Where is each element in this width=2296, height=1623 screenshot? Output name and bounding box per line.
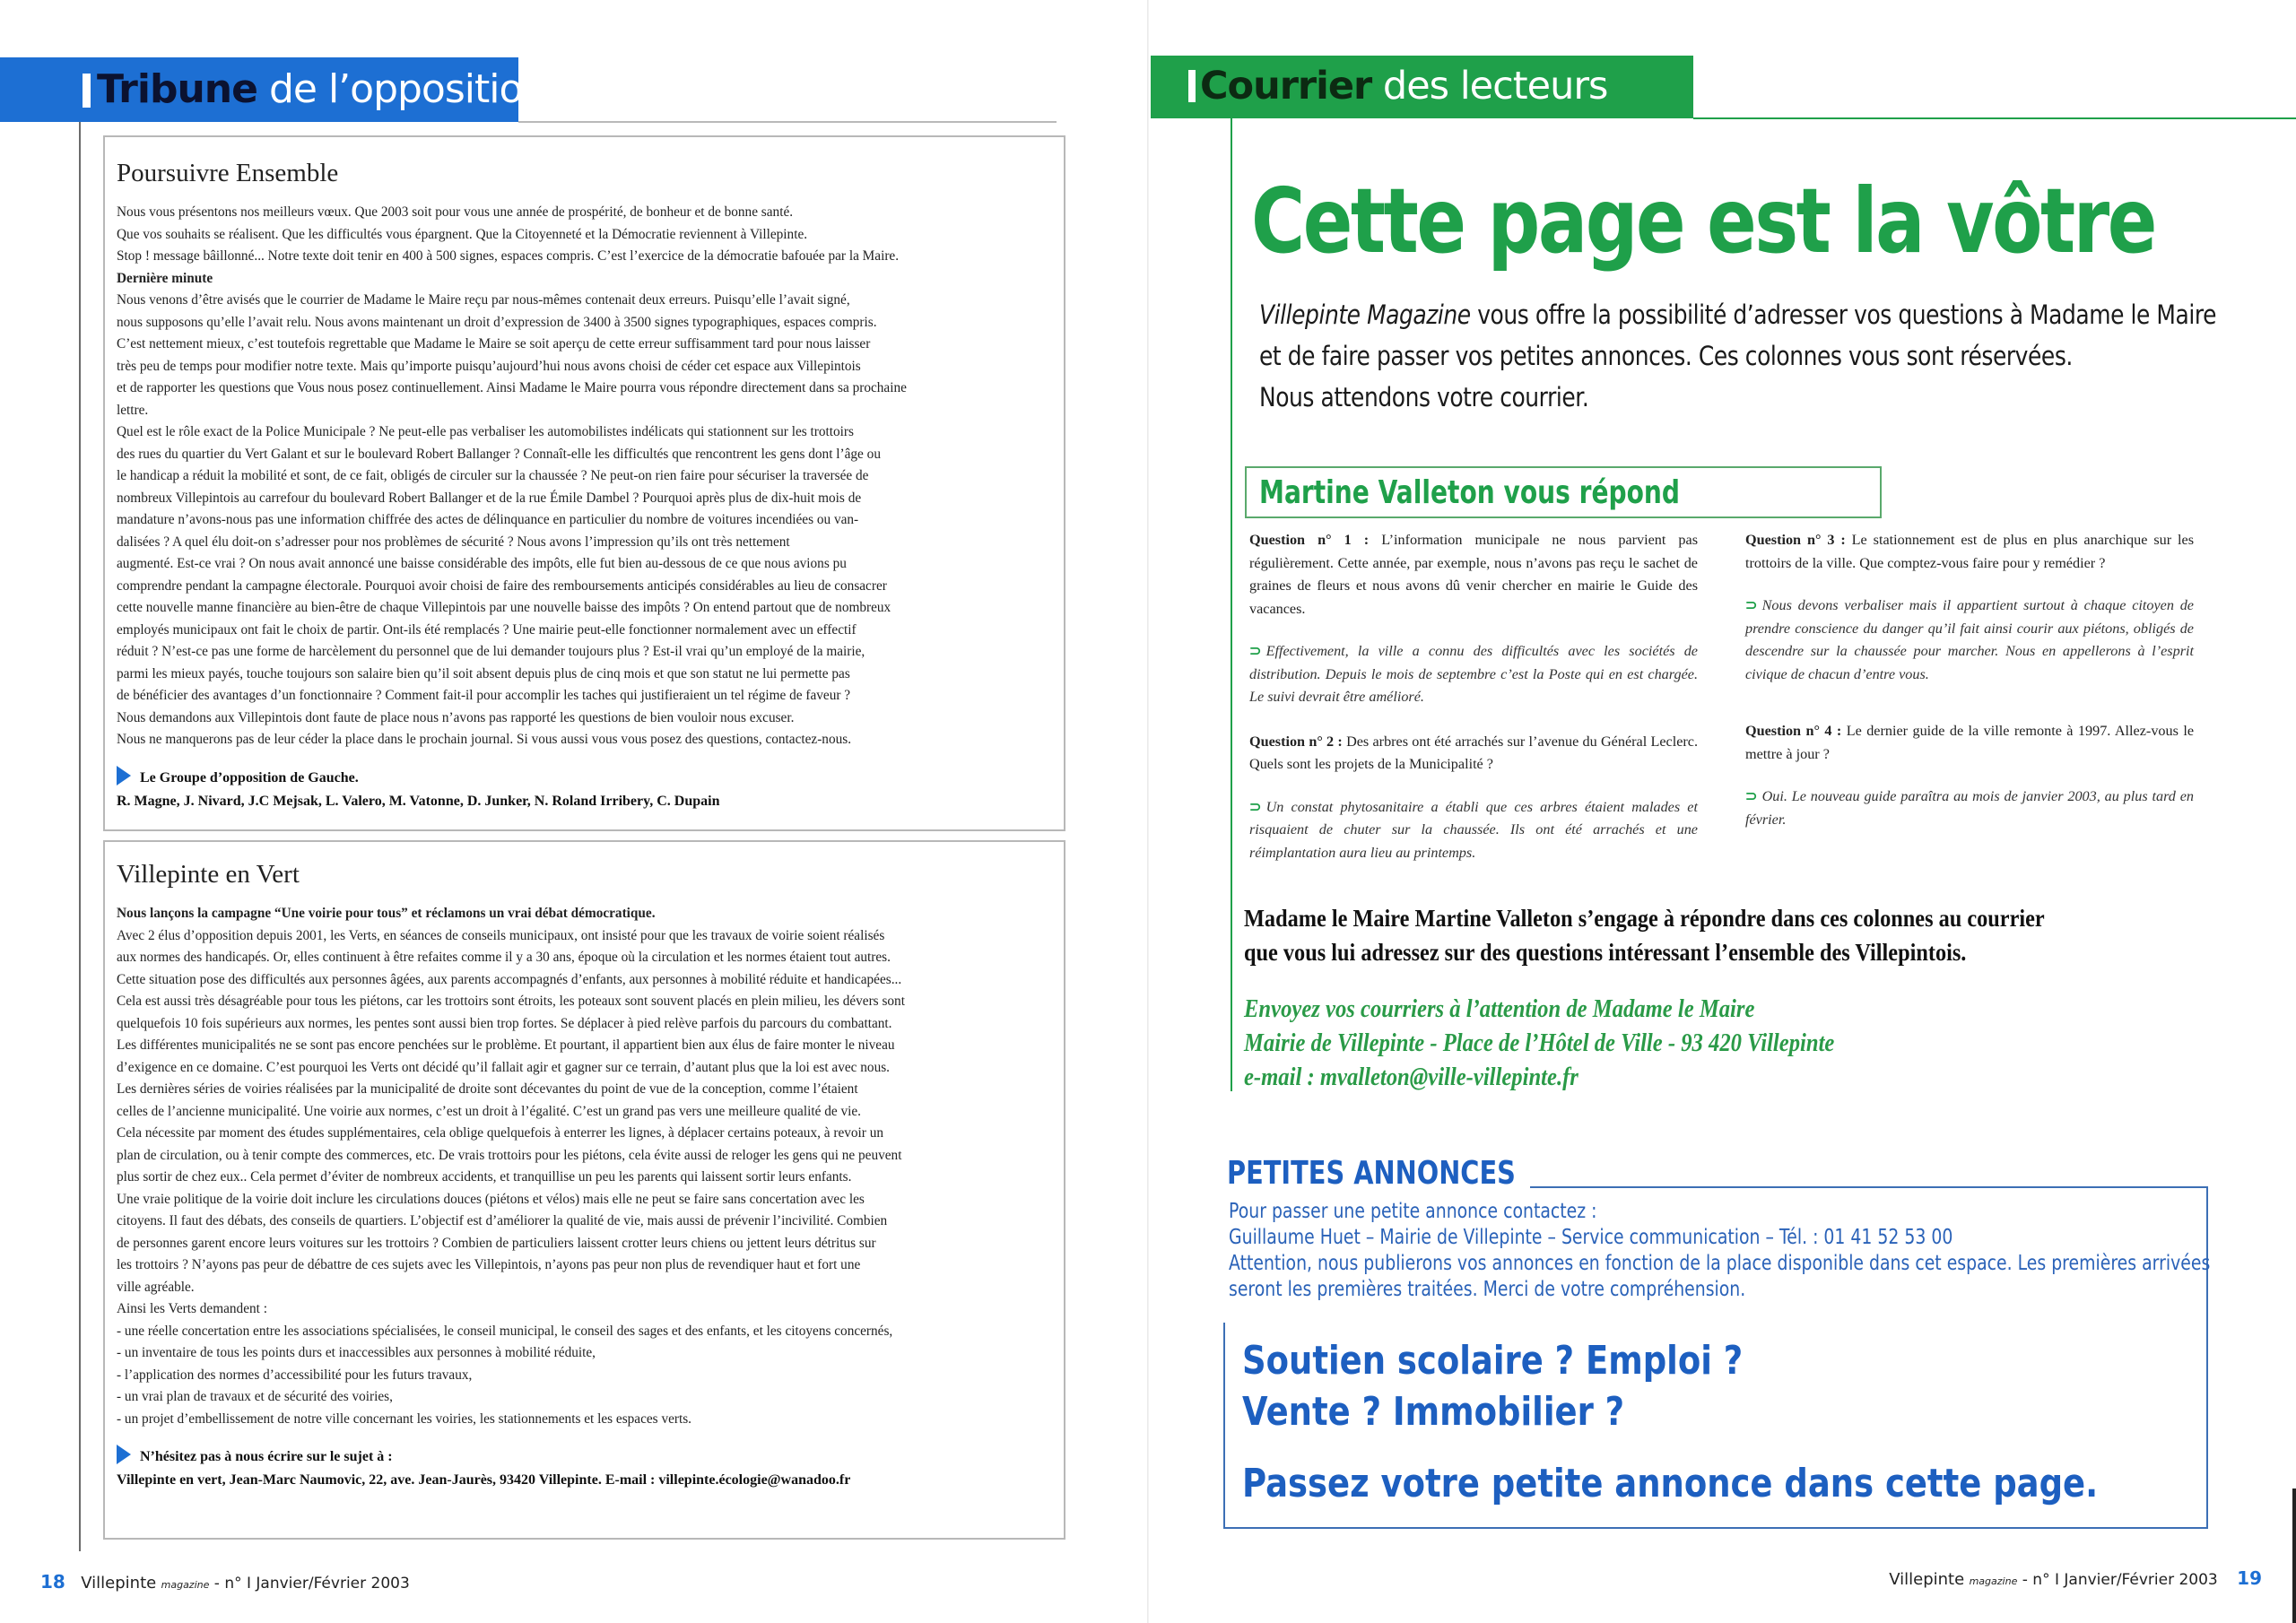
- text-line: Nous venons d’être avisés que le courrier de Madame le Maire reçu par nous-mêmes contenait deux erreurs. Puisqu’elle l’avait signé,: [117, 292, 850, 308]
- page-margin-rule: [1231, 118, 1232, 1091]
- promo-line: Vente ? Immobilier ?: [1242, 1389, 1625, 1435]
- text-line: parmi les mieux payés, touche toujours son salaire bien qu’il soit absent depuis plus de cinq mois et que son statut ne lui permette pas: [117, 665, 850, 681]
- mail-contact: [1244, 993, 1834, 1095]
- issue-info: - n° I Janvier/Février 2003: [2022, 1571, 2218, 1589]
- text-line: ville agréable.: [117, 1279, 195, 1295]
- list-item: - un inventaire de tous les points durs et inaccessibles aux personnes à mobilité réduite,: [117, 1345, 596, 1360]
- question: Question n° 2 : Des arbres ont été arrachés sur l’avenue du Général Leclerc. Quels sont les projets de la Municipalité ?: [1249, 733, 1699, 772]
- page-number: 19: [2237, 1567, 2262, 1589]
- text-line: Stop ! message bâillonné... Notre texte doit tenir en 400 à 500 signes, espaces compris. C’est l’exercice de la démocratie bafouée par la Maire.: [117, 248, 900, 264]
- question-label: Question n° 4 :: [1745, 723, 1842, 739]
- text-line: plus sortir de chez eux.. Cela permet d’éviter de nombreux accidents, et tranquillise un peu les parents qui laissent sortir leurs enfants.: [117, 1169, 852, 1185]
- list-item: - un vrai plan de travaux et de sécurité des voiries,: [117, 1389, 393, 1404]
- email-link[interactable]: e-mail : mvalleton@ville-villepinte.fr: [1244, 1063, 1578, 1091]
- intro-text: [1259, 294, 2217, 418]
- article-signature-group: Le Groupe d’opposition de Gauche.: [117, 766, 1053, 790]
- article-subheading: Dernière minute: [117, 270, 213, 286]
- banner-bar-decoration: [83, 74, 91, 108]
- text-line: d’exigence en ce domaine. C’est pourquoi les Verts ont décidé qu’il fallait agir et gagner sur ce terrain, d’autant plus que la loi est avec nous.: [117, 1059, 890, 1075]
- text-line: celles de l’ancienne municipalité. Une voirie aux normes, c’est un droit à l’égalité. C’est un grand pas vers une meilleure qualité de vie.: [117, 1103, 861, 1119]
- question-label: Question n° 1 :: [1249, 532, 1370, 548]
- text-line: des rues du quartier du Vert Galant et sur le boulevard Robert Ballanger ? Connaît-elle les difficultés que rencontrent les gens dont l’âge ou: [117, 446, 881, 462]
- list-item: - un projet d’embellissement de notre ville concernant les voiries, les stationnements et les espaces verts.: [117, 1410, 691, 1427]
- issue-info: - n° I Janvier/Février 2003: [213, 1575, 410, 1593]
- answer-arrow-icon: ⊃: [1249, 798, 1262, 815]
- text-line: Nous ne manquerons pas de leur céder la place dans le prochain journal. Si vous aussi vous vous posez des questions, contactez-nous.: [117, 732, 852, 747]
- folio-right: [1889, 1567, 2262, 1589]
- article-body: [117, 925, 1053, 1321]
- magazine-name: Villepinte: [81, 1574, 157, 1593]
- text-line: nous supposons qu’elle l’avait relu. Nous avons maintenant un droit d’expression de 3400 à 3500 signes typographiques, espaces compris.: [117, 314, 877, 330]
- text-line: le handicap a réduit la mobilité et sont, de ce fait, obligés de circuler sur la chaussée ? Ne peut-on rien faire pour sécuriser la traversée de: [117, 468, 869, 483]
- answer: ⊃ Nous devons verbaliser mais il appartient surtout à chaque citoyen de prendre conscience du danger qu’il fait ainsi courir aux piétons, obligés de descendre sur la chaussée pour marcher. Nous en appellerons à l’esprit civique de chacun d’entre vous.: [1745, 597, 2194, 682]
- promo-call-to-action: Passez votre petite annonce dans cette page.: [1242, 1461, 2099, 1506]
- question: Question n° 4 : Le dernier guide de la ville remonte à 1997. Allez-vous le mettre à jour ?: [1745, 723, 2194, 762]
- answer: ⊃ Un constat phytosanitaire a établi que ces arbres étaient malades et risquaient de chuter sur la chaussée. Ils ont été arrachés et une réimplantation aura lieu au printemps.: [1249, 798, 1698, 861]
- questions-column-left: [1249, 529, 1698, 886]
- reply-section-title: Martine Valleton vous répond: [1259, 474, 1680, 511]
- text-line: Ainsi les Verts demandent :: [117, 1301, 267, 1316]
- magazine-label: magazine: [1969, 1575, 2018, 1587]
- text-line: Pour passer une petite annonce contactez :: [1229, 1200, 1597, 1223]
- question-label: Question n° 2 :: [1249, 733, 1343, 750]
- text-line: réduit ? N’est-ce pas une forme de harcèlement du personnel que de lui demander toujours plus ? Est-il vrai qu’un employé de la mairie,: [117, 644, 865, 659]
- text-line: Quel est le rôle exact de la Police Municipale ? Ne peut-elle pas verbaliser les automobilistes indélicats qui stationnent sur les trottoirs: [117, 424, 854, 439]
- article-lead: Nous lançons la campagne “Une voirie pour tous” et réclamons un vrai débat démocratique.: [117, 906, 656, 921]
- article-title: Poursuivre Ensemble: [117, 159, 339, 187]
- petites-annonces-title: PETITES ANNONCES: [1227, 1155, 1516, 1192]
- text-line: mandature n’avons-nous pas une information chiffrée des actes de délinquance en particulier du nombre de voitures incendiées ou van-: [117, 512, 859, 527]
- text-line: cette nouvelle manne financière au bien-être de chaque Villepintois par une nouvelle baisse des impôts ? On entend partout que de nombreux: [117, 600, 891, 615]
- page-edge: [2292, 1488, 2296, 1623]
- article-villepinte-en-vert: [103, 840, 1065, 1540]
- text-line: Que vos souhaits se réalisent. Que les difficultés vous épargnent. Que la Citoyenneté et la Démocratie reviennent à Villepinte.: [117, 226, 808, 242]
- text-line: Envoyez vos courriers à l’attention de Madame le Maire: [1244, 995, 1755, 1023]
- text-line: Cela est aussi très désagréable pour tous les piétons, car les trottoirs sont étroits, les poteaux sont souvent placés en plein milieu, les dévers sont: [117, 994, 905, 1009]
- article-intro: [117, 202, 1053, 268]
- promo-line: Soutien scolaire ? Emploi ?: [1242, 1338, 1744, 1384]
- reply-section-header: [1245, 466, 1882, 518]
- list-item: - une réelle concertation entre les associations spécialisées, le conseil municipal, le conseil des sages et des enfants, et les citoyens concernés,: [117, 1323, 893, 1339]
- text-line: Attention, nous publierons vos annonces en fonction de la place disponible dans cet espace. Les premières arrivées: [1229, 1252, 2211, 1275]
- text-line: très peu de temps pour modifier notre texte. Mais qu’importe puisqu’aujourd’hui nous avons choisi de céder cet espace aux Villepintois: [117, 358, 861, 374]
- page-headline: Cette page est la vôtre: [1251, 169, 2155, 273]
- text-line: Nous demandons aux Villepintois dont faute de place nous n’avons pas rapporté les questions de bien vouloir nous excuser.: [117, 709, 795, 725]
- answer: ⊃ Effectivement, la ville a connu des difficultés avec les sociétés de distribution. Depuis le mois de septembre c’est la Poste qui en est chargée. Le suivi devrait être amélioré.: [1249, 643, 1698, 705]
- question: Question n° 1 : L’information municipale ne nous parvient pas régulièrement. Cette année, par exemple, nous n’avons pas reçu le sachet de graines de fleurs et nous avons dû venir chercher en mairie le Guide des vacances.: [1249, 532, 1699, 617]
- text-line: augmenté. Est-ce vrai ? On nous avait annoncé une baisse considérable des impôts, elle fut bien au-dessous de ce que nous avions pu: [117, 556, 847, 571]
- text-line: Nous vous présentons nos meilleurs vœux. Que 2003 soit pour vous une année de prospérité, de bonheur et de bonne santé.: [117, 204, 794, 220]
- list-item: - l’application des normes d’accessibilité pour les futurs travaux,: [117, 1367, 473, 1383]
- triangle-arrow-icon: [117, 766, 131, 785]
- question-block: [1745, 720, 2194, 831]
- text-line: seront les premières traitées. Merci de votre compréhension.: [1229, 1278, 1746, 1301]
- section-title: [1200, 61, 1607, 111]
- magazine-name: Villepinte: [1889, 1570, 1965, 1589]
- text-line: citoyens. Il faut des débats, des conseils de quartiers. L’objectif est d’améliorer la qualité de vie, mais aussi de prévenir l’incivilité. Combien: [117, 1213, 888, 1228]
- petites-annonces-info: [1229, 1199, 2210, 1303]
- section-title-bold: Courrier: [1200, 64, 1372, 108]
- spread-gutter: [1147, 0, 1149, 1623]
- section-title: [97, 65, 546, 115]
- text-line: plan de circulation, ou à tenir compte des commerces, etc. De vrais trottoirs pour les piétons, cela évite aussi de reloger les gens qui ne peuvent: [117, 1147, 902, 1163]
- page-number: 18: [40, 1571, 65, 1593]
- article-body: [117, 290, 1053, 751]
- text-line: et de rapporter les questions que Vous nous posez continuellement. Ainsi Madame le Maire pourra vous répondre directement dans sa prochaine: [117, 380, 907, 395]
- answer-arrow-icon: ⊃: [1745, 788, 1758, 804]
- text-line: lettre.: [117, 402, 149, 418]
- text-line: comprendre pendant la campagne électorale. Pourquoi avoir choisi de faire des remboursements anticipés considérables au lieu de consacrer: [117, 577, 887, 594]
- questions-column-right: [1745, 529, 2194, 853]
- question-block: [1745, 529, 2194, 686]
- text-line: que vous lui adressez sur des questions intéressant l’ensemble des Villepintois.: [1244, 939, 1967, 966]
- text-line: de bénéficier des avantages d’un fonctionnaire ? Comment fait-il pour accomplir les taches qui justifieraient un tel régime de faveur ?: [117, 688, 851, 703]
- question-block: [1249, 731, 1698, 865]
- text-line: Villepinte Magazine vous offre la possibilité d’adresser vos questions à Madame le Maire: [1259, 299, 2217, 330]
- text-line: dalisées ? A quel élu doit-on s’adresser pour nos problèmes de sécurité ? Nous avons l’impression qu’ils ont très nettement: [117, 534, 790, 550]
- text-line: Les différentes municipalités ne se sont pas encore penchées sur le problème. Et pourtant, il appartient bien aux élus de faire monter le niveau: [117, 1037, 895, 1053]
- section-banner-tribune: [0, 57, 547, 122]
- text-line: employés municipaux ont fait le choix de partir. Ont-ils été remplacés ? Une mairie peut-elle fonctionner normalement avec un effectif: [117, 621, 857, 638]
- answer-arrow-icon: ⊃: [1249, 643, 1262, 659]
- text-line: Madame le Maire Martine Valleton s’engage à répondre dans ces colonnes au courrier: [1244, 905, 2045, 932]
- text-line: de personnes garent encore leurs voitures sur les trottoirs ? Combien de particuliers laissent crotter leurs chiens ou jettent leurs détritus sur: [117, 1235, 876, 1251]
- triangle-arrow-icon: [117, 1445, 131, 1464]
- text-line: Avec 2 élus d’opposition depuis 2001, les Verts, en séances de conseils municipaux, ont insisté pour que les travaux de voirie soient réalisés: [117, 927, 885, 943]
- contact-line: Villepinte en vert, Jean-Marc Naumovic, 22, ave. Jean-Jaurès, 93420 Villepinte. E-mail : villepinte.écologie@wanadoo.fr: [117, 1472, 851, 1488]
- section-title-bold: Tribune: [97, 66, 257, 112]
- page-margin-rule: [79, 122, 81, 1551]
- contact-heading: N’hésitez pas à nous écrire sur le sujet à :: [117, 1445, 1053, 1469]
- text-line: nombreux Villepintois au carrefour du boulevard Robert Ballanger et de la rue Émile Dambel ? Pourquoi après plus de dix-huit mois de: [117, 490, 862, 506]
- article-title: Villepinte en Vert: [117, 860, 300, 889]
- text-line: Cette situation pose des difficultés aux personnes âgées, aux parents accompagnés d’enfants, aux personnes à mobilité réduite et handicapées...: [117, 971, 902, 987]
- text-line: C’est nettement mieux, c’est toutefois regrettable que Madame le Maire se soit aperçu de cette erreur suffisamment tard pour nous laisser: [117, 336, 871, 352]
- demands-list: [117, 1321, 1053, 1431]
- section-banner-courrier: [1151, 56, 1693, 118]
- section-title-light: des lecteurs: [1382, 64, 1608, 108]
- text-line: quelquefois 10 fois supérieurs aux normes, les pentes sont aussi bien trop fortes. Se déplacer à pied relève parfois du parcours du combattant.: [117, 1015, 892, 1031]
- question-label: Question n° 3 :: [1745, 532, 1846, 548]
- text-line: aux normes des handicapés. Or, elles continuent à être refaites comme il y a 30 ans, époque où la circulation et les normes étaient tout autres.: [117, 950, 891, 965]
- text-line: Cela nécessite par moment des études supplémentaires, cela oblige quelquefois à enterrer les lignes, à déplacer certains poteaux, à revoir un: [117, 1125, 884, 1141]
- magazine-label: magazine: [161, 1579, 210, 1591]
- contact-phone: Guillaume Huet – Mairie de Villepinte – Service communication – Tél. : 01 41 52 53 00: [1229, 1226, 1953, 1249]
- text-line: les trottoirs ? N’ayons pas peur de débattre de ces sujets avec les Villepintois, n’ayons pas peur non plus de revendiquer haut et fort une: [117, 1257, 861, 1272]
- petites-annonces-rule: [1530, 1186, 2208, 1188]
- article-signature-names: R. Magne, J. Nivard, J.C Mejsak, L. Valero, M. Vatonne, D. Junker, N. Roland Irribery, C. Dupain: [117, 793, 720, 809]
- magazine-title: Villepinte Magazine: [1259, 299, 1471, 330]
- answer-arrow-icon: ⊃: [1745, 597, 1758, 613]
- text-line: Les dernières séries de voiries réalisées par la municipalité de droite sont décevantes du point de vue de la conception, comme l’étaient: [117, 1081, 858, 1097]
- question: Question n° 3 : Le stationnement est de plus en plus anarchique sur les trottoirs de la ville. Que comptez-vous faire pour y remédier ?: [1745, 532, 2194, 571]
- text-line: Nous attendons votre courrier.: [1259, 382, 1589, 412]
- question-block: [1249, 529, 1698, 709]
- banner-rule: [518, 121, 1057, 123]
- banner-rule: [1693, 117, 2296, 119]
- banner-bar-decoration: [1188, 70, 1196, 102]
- answer: ⊃ Oui. Le nouveau guide paraîtra au mois de janvier 2003, au plus tard en février.: [1745, 788, 2194, 828]
- article-poursuivre-ensemble: [103, 135, 1065, 831]
- folio-left: [40, 1571, 410, 1593]
- section-title-light: de l’opposition: [268, 66, 547, 112]
- text-line: et de faire passer vos petites annonces. Ces colonnes vous sont réservées.: [1259, 341, 2073, 371]
- mayor-engagement: [1244, 901, 2051, 969]
- mailing-address: Mairie de Villepinte - Place de l’Hôtel de Ville - 93 420 Villepinte: [1244, 1029, 1835, 1057]
- text-line: Une vraie politique de la voirie doit inclure les circulations douces (piétons et vélos) mais elle ne peut se faire sans concertation avec les: [117, 1191, 865, 1207]
